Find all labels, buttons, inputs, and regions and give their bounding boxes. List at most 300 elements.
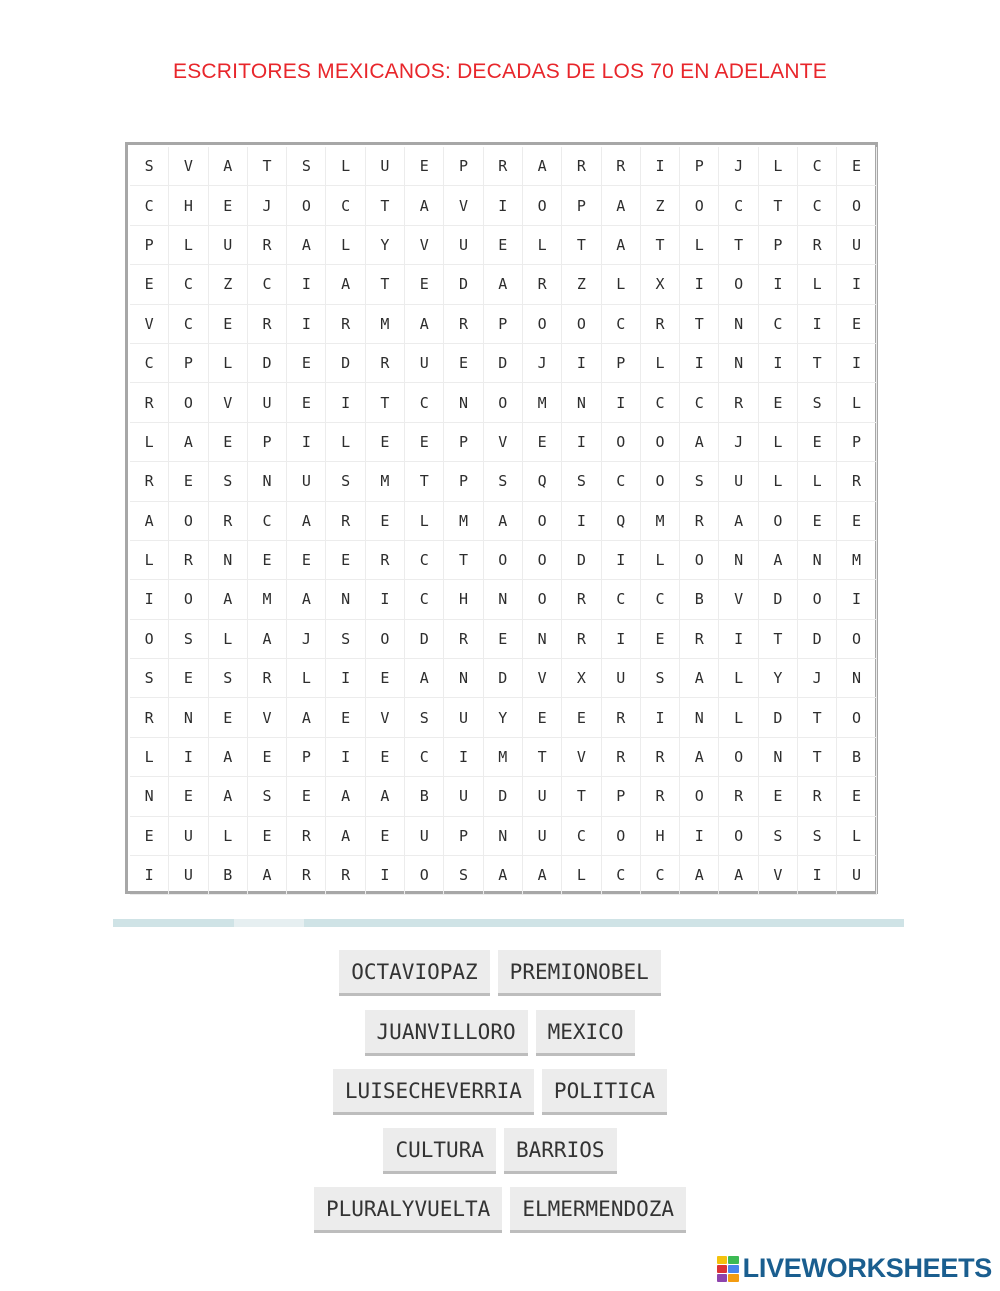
grid-cell[interactable]: L [837, 383, 876, 422]
grid-cell[interactable]: V [523, 659, 562, 698]
grid-cell[interactable]: I [287, 305, 326, 344]
grid-cell[interactable]: P [444, 462, 483, 501]
grid-cell[interactable]: R [130, 698, 169, 737]
grid-cell[interactable]: D [405, 620, 444, 659]
grid-cell[interactable]: R [366, 541, 405, 580]
grid-cell[interactable]: Y [484, 698, 523, 737]
grid-cell[interactable]: A [248, 856, 287, 895]
grid-cell[interactable]: A [602, 226, 641, 265]
grid-cell[interactable]: T [444, 541, 483, 580]
grid-cell[interactable]: O [130, 620, 169, 659]
grid-cell[interactable]: A [405, 305, 444, 344]
grid-cell[interactable]: A [680, 423, 719, 462]
grid-cell[interactable]: I [641, 147, 680, 186]
grid-cell[interactable]: L [602, 265, 641, 304]
grid-cell[interactable]: A [484, 265, 523, 304]
grid-cell[interactable]: S [444, 856, 483, 895]
grid-cell[interactable]: R [366, 344, 405, 383]
grid-cell[interactable]: O [680, 541, 719, 580]
grid-cell[interactable]: J [719, 147, 758, 186]
grid-cell[interactable]: P [444, 817, 483, 856]
grid-cell[interactable]: A [169, 423, 208, 462]
grid-cell[interactable]: R [602, 698, 641, 737]
grid-cell[interactable]: U [444, 777, 483, 816]
grid-cell[interactable]: D [484, 659, 523, 698]
grid-cell[interactable]: E [366, 817, 405, 856]
grid-cell[interactable]: I [562, 344, 601, 383]
grid-cell[interactable]: V [405, 226, 444, 265]
grid-cell[interactable]: A [326, 817, 365, 856]
grid-cell[interactable]: U [837, 856, 876, 895]
grid-cell[interactable]: P [759, 226, 798, 265]
grid-cell[interactable]: R [680, 502, 719, 541]
grid-cell[interactable]: E [209, 305, 248, 344]
grid-cell[interactable]: R [248, 659, 287, 698]
grid-cell[interactable]: O [798, 580, 837, 619]
grid-cell[interactable]: V [444, 186, 483, 225]
grid-cell[interactable]: N [248, 462, 287, 501]
grid-cell[interactable]: O [719, 817, 758, 856]
grid-cell[interactable]: A [405, 186, 444, 225]
grid-cell[interactable]: I [837, 265, 876, 304]
grid-cell[interactable]: H [444, 580, 483, 619]
grid-cell[interactable]: A [287, 580, 326, 619]
grid-cell[interactable]: I [169, 738, 208, 777]
grid-cell[interactable]: V [759, 856, 798, 895]
grid-cell[interactable]: I [759, 265, 798, 304]
grid-cell[interactable]: C [130, 344, 169, 383]
grid-cell[interactable]: E [759, 383, 798, 422]
grid-cell[interactable]: I [444, 738, 483, 777]
grid-cell[interactable]: P [484, 305, 523, 344]
grid-cell[interactable]: D [484, 344, 523, 383]
grid-cell[interactable]: I [130, 580, 169, 619]
grid-cell[interactable]: E [837, 502, 876, 541]
grid-cell[interactable]: A [287, 502, 326, 541]
grid-cell[interactable]: E [405, 423, 444, 462]
grid-cell[interactable]: I [641, 698, 680, 737]
grid-cell[interactable]: C [798, 147, 837, 186]
grid-cell[interactable]: R [798, 226, 837, 265]
grid-cell[interactable]: L [641, 541, 680, 580]
grid-cell[interactable]: P [680, 147, 719, 186]
grid-cell[interactable]: Y [366, 226, 405, 265]
grid-cell[interactable]: P [444, 147, 483, 186]
grid-cell[interactable]: E [484, 620, 523, 659]
grid-cell[interactable]: O [602, 423, 641, 462]
grid-cell[interactable]: R [326, 856, 365, 895]
grid-cell[interactable]: T [248, 147, 287, 186]
grid-cell[interactable]: U [287, 462, 326, 501]
grid-cell[interactable]: E [641, 620, 680, 659]
grid-cell[interactable]: S [798, 817, 837, 856]
grid-cell[interactable]: I [326, 659, 365, 698]
grid-cell[interactable]: C [680, 383, 719, 422]
grid-cell[interactable]: X [641, 265, 680, 304]
grid-cell[interactable]: L [209, 817, 248, 856]
grid-cell[interactable]: N [719, 305, 758, 344]
grid-cell[interactable]: N [326, 580, 365, 619]
grid-cell[interactable]: N [444, 383, 483, 422]
grid-cell[interactable]: D [562, 541, 601, 580]
grid-cell[interactable]: S [641, 659, 680, 698]
grid-cell[interactable]: N [209, 541, 248, 580]
grid-cell[interactable]: A [719, 502, 758, 541]
grid-cell[interactable]: L [562, 856, 601, 895]
grid-cell[interactable]: O [837, 620, 876, 659]
grid-cell[interactable]: A [209, 147, 248, 186]
grid-cell[interactable]: E [209, 423, 248, 462]
grid-cell[interactable]: C [641, 580, 680, 619]
grid-cell[interactable]: R [641, 777, 680, 816]
grid-cell[interactable]: A [523, 856, 562, 895]
grid-cell[interactable]: E [326, 698, 365, 737]
grid-cell[interactable]: O [837, 186, 876, 225]
grid-cell[interactable]: Z [641, 186, 680, 225]
grid-cell[interactable]: N [562, 383, 601, 422]
grid-cell[interactable]: O [602, 817, 641, 856]
grid-cell[interactable]: U [248, 383, 287, 422]
grid-cell[interactable]: O [523, 186, 562, 225]
grid-cell[interactable]: S [326, 462, 365, 501]
grid-cell[interactable]: R [837, 462, 876, 501]
grid-cell[interactable]: R [130, 462, 169, 501]
grid-cell[interactable]: Z [562, 265, 601, 304]
grid-cell[interactable]: B [209, 856, 248, 895]
grid-cell[interactable]: I [680, 265, 719, 304]
grid-cell[interactable]: L [837, 817, 876, 856]
grid-cell[interactable]: B [680, 580, 719, 619]
grid-cell[interactable]: A [287, 698, 326, 737]
grid-cell[interactable]: P [248, 423, 287, 462]
grid-cell[interactable]: C [405, 738, 444, 777]
grid-cell[interactable]: C [130, 186, 169, 225]
grid-cell[interactable]: M [248, 580, 287, 619]
grid-cell[interactable]: E [366, 423, 405, 462]
grid-cell[interactable]: T [366, 186, 405, 225]
grid-cell[interactable]: M [366, 305, 405, 344]
grid-cell[interactable]: C [405, 580, 444, 619]
grid-cell[interactable]: O [523, 305, 562, 344]
grid-cell[interactable]: N [680, 698, 719, 737]
grid-cell[interactable]: P [444, 423, 483, 462]
grid-cell[interactable]: O [759, 502, 798, 541]
grid-cell[interactable]: C [405, 541, 444, 580]
grid-cell[interactable]: E [405, 265, 444, 304]
grid-cell[interactable]: O [523, 580, 562, 619]
grid-cell[interactable]: E [169, 462, 208, 501]
grid-cell[interactable]: E [209, 698, 248, 737]
grid-cell[interactable]: L [759, 147, 798, 186]
grid-cell[interactable]: J [719, 423, 758, 462]
grid-cell[interactable]: A [326, 777, 365, 816]
liveworksheets-logo[interactable] [717, 1253, 992, 1284]
grid-cell[interactable]: O [484, 541, 523, 580]
grid-cell[interactable]: J [798, 659, 837, 698]
grid-cell[interactable]: I [287, 423, 326, 462]
grid-cell[interactable]: I [326, 738, 365, 777]
grid-cell[interactable]: D [484, 777, 523, 816]
grid-cell[interactable]: I [130, 856, 169, 895]
grid-cell[interactable]: C [248, 502, 287, 541]
grid-cell[interactable]: S [326, 620, 365, 659]
grid-cell[interactable]: N [759, 738, 798, 777]
grid-cell[interactable]: T [759, 186, 798, 225]
grid-cell[interactable]: I [484, 186, 523, 225]
grid-cell[interactable]: I [798, 305, 837, 344]
grid-cell[interactable]: I [602, 383, 641, 422]
grid-cell[interactable]: C [602, 305, 641, 344]
grid-cell[interactable]: I [562, 423, 601, 462]
grid-cell[interactable]: O [169, 383, 208, 422]
grid-cell[interactable]: H [641, 817, 680, 856]
grid-cell[interactable]: S [209, 462, 248, 501]
grid-cell[interactable]: E [248, 738, 287, 777]
grid-cell[interactable]: V [130, 305, 169, 344]
grid-cell[interactable]: O [680, 186, 719, 225]
grid-cell[interactable]: U [444, 226, 483, 265]
grid-cell[interactable]: I [837, 580, 876, 619]
grid-cell[interactable]: L [405, 502, 444, 541]
grid-cell[interactable]: R [641, 738, 680, 777]
grid-cell[interactable]: R [562, 580, 601, 619]
grid-cell[interactable]: R [444, 305, 483, 344]
grid-cell[interactable]: I [602, 541, 641, 580]
grid-cell[interactable]: R [169, 541, 208, 580]
grid-cell[interactable]: O [641, 423, 680, 462]
grid-cell[interactable]: V [169, 147, 208, 186]
grid-cell[interactable]: L [130, 423, 169, 462]
grid-cell[interactable]: J [248, 186, 287, 225]
grid-cell[interactable]: E [287, 777, 326, 816]
grid-cell[interactable]: E [405, 147, 444, 186]
grid-cell[interactable]: T [798, 698, 837, 737]
grid-cell[interactable]: T [798, 738, 837, 777]
grid-cell[interactable]: D [248, 344, 287, 383]
grid-cell[interactable]: O [169, 502, 208, 541]
grid-cell[interactable]: C [326, 186, 365, 225]
grid-cell[interactable]: R [719, 383, 758, 422]
grid-cell[interactable]: C [602, 856, 641, 895]
grid-cell[interactable]: V [562, 738, 601, 777]
grid-cell[interactable]: S [130, 659, 169, 698]
grid-cell[interactable]: C [602, 580, 641, 619]
grid-cell[interactable]: M [837, 541, 876, 580]
grid-cell[interactable]: L [130, 541, 169, 580]
grid-cell[interactable]: A [248, 620, 287, 659]
grid-cell[interactable]: I [837, 344, 876, 383]
grid-cell[interactable]: L [209, 344, 248, 383]
grid-cell[interactable]: P [287, 738, 326, 777]
grid-cells[interactable] [130, 147, 877, 895]
grid-cell[interactable]: M [523, 383, 562, 422]
grid-cell[interactable]: V [209, 383, 248, 422]
grid-cell[interactable]: R [680, 620, 719, 659]
grid-cell[interactable]: E [130, 265, 169, 304]
grid-cell[interactable]: S [680, 462, 719, 501]
grid-cell[interactable]: P [602, 344, 641, 383]
grid-cell[interactable]: R [523, 265, 562, 304]
grid-cell[interactable]: T [366, 383, 405, 422]
grid-cell[interactable]: C [405, 383, 444, 422]
grid-cell[interactable]: U [523, 777, 562, 816]
grid-cell[interactable]: A [680, 856, 719, 895]
grid-cell[interactable]: A [287, 226, 326, 265]
grid-cell[interactable]: N [719, 344, 758, 383]
grid-cell[interactable]: T [366, 265, 405, 304]
grid-cell[interactable]: I [680, 817, 719, 856]
grid-cell[interactable]: R [562, 147, 601, 186]
grid-cell[interactable]: T [562, 777, 601, 816]
grid-cell[interactable]: U [444, 698, 483, 737]
grid-cell[interactable]: X [562, 659, 601, 698]
grid-cell[interactable]: N [484, 817, 523, 856]
grid-cell[interactable]: T [523, 738, 562, 777]
grid-cell[interactable]: L [287, 659, 326, 698]
grid-cell[interactable]: S [130, 147, 169, 186]
grid-cell[interactable]: J [287, 620, 326, 659]
grid-cell[interactable]: V [248, 698, 287, 737]
grid-cell[interactable]: M [366, 462, 405, 501]
grid-cell[interactable]: Q [523, 462, 562, 501]
grid-cell[interactable]: I [562, 502, 601, 541]
grid-cell[interactable]: O [366, 620, 405, 659]
grid-cell[interactable]: R [248, 305, 287, 344]
grid-cell[interactable]: E [523, 423, 562, 462]
grid-cell[interactable]: B [837, 738, 876, 777]
grid-cell[interactable]: A [209, 777, 248, 816]
grid-cell[interactable]: L [719, 659, 758, 698]
grid-cell[interactable]: N [444, 659, 483, 698]
grid-cell[interactable]: O [523, 541, 562, 580]
grid-cell[interactable]: E [130, 817, 169, 856]
grid-cell[interactable]: E [444, 344, 483, 383]
grid-cell[interactable]: A [209, 580, 248, 619]
grid-cell[interactable]: M [444, 502, 483, 541]
grid-cell[interactable]: A [759, 541, 798, 580]
grid-cell[interactable]: C [798, 186, 837, 225]
grid-cell[interactable]: E [798, 502, 837, 541]
grid-cell[interactable]: I [326, 383, 365, 422]
grid-cell[interactable]: D [759, 580, 798, 619]
grid-cell[interactable]: R [287, 856, 326, 895]
grid-cell[interactable]: C [719, 186, 758, 225]
grid-cell[interactable]: A [405, 659, 444, 698]
grid-cell[interactable]: E [798, 423, 837, 462]
grid-cell[interactable]: D [798, 620, 837, 659]
grid-cell[interactable]: S [484, 462, 523, 501]
grid-cell[interactable]: R [444, 620, 483, 659]
grid-cell[interactable]: O [680, 777, 719, 816]
grid-cell[interactable]: U [366, 147, 405, 186]
grid-cell[interactable]: C [602, 462, 641, 501]
grid-cell[interactable]: O [719, 738, 758, 777]
grid-cell[interactable]: N [169, 698, 208, 737]
grid-cell[interactable]: P [562, 186, 601, 225]
grid-cell[interactable]: R [326, 305, 365, 344]
grid-cell[interactable]: A [680, 738, 719, 777]
grid-cell[interactable]: A [484, 502, 523, 541]
grid-cell[interactable]: E [759, 777, 798, 816]
grid-cell[interactable]: S [209, 659, 248, 698]
grid-cell[interactable]: T [719, 226, 758, 265]
grid-cell[interactable]: A [209, 738, 248, 777]
grid-cell[interactable]: T [759, 620, 798, 659]
grid-cell[interactable]: L [759, 462, 798, 501]
grid-cell[interactable]: R [562, 620, 601, 659]
grid-cell[interactable]: R [287, 817, 326, 856]
grid-cell[interactable]: R [130, 383, 169, 422]
grid-cell[interactable]: U [719, 462, 758, 501]
grid-cell[interactable]: E [366, 738, 405, 777]
grid-cell[interactable]: U [169, 817, 208, 856]
grid-cell[interactable]: E [366, 502, 405, 541]
grid-cell[interactable]: U [602, 659, 641, 698]
grid-cell[interactable]: M [484, 738, 523, 777]
grid-cell[interactable]: U [405, 344, 444, 383]
grid-cell[interactable]: O [287, 186, 326, 225]
grid-cell[interactable]: L [326, 147, 365, 186]
grid-cell[interactable]: O [562, 305, 601, 344]
grid-cell[interactable]: N [798, 541, 837, 580]
grid-cell[interactable]: C [248, 265, 287, 304]
grid-cell[interactable]: D [759, 698, 798, 737]
grid-cell[interactable]: L [798, 265, 837, 304]
grid-cell[interactable]: Q [602, 502, 641, 541]
grid-cell[interactable]: C [641, 856, 680, 895]
grid-cell[interactable]: E [209, 186, 248, 225]
grid-cell[interactable]: U [405, 817, 444, 856]
grid-cell[interactable]: P [837, 423, 876, 462]
grid-cell[interactable]: I [602, 620, 641, 659]
grid-cell[interactable]: A [130, 502, 169, 541]
grid-cell[interactable]: N [523, 620, 562, 659]
grid-cell[interactable]: C [169, 265, 208, 304]
grid-cell[interactable]: H [169, 186, 208, 225]
grid-cell[interactable]: T [680, 305, 719, 344]
grid-cell[interactable]: L [326, 226, 365, 265]
grid-cell[interactable]: R [602, 147, 641, 186]
grid-cell[interactable]: S [405, 698, 444, 737]
grid-cell[interactable]: R [209, 502, 248, 541]
grid-cell[interactable]: O [405, 856, 444, 895]
grid-cell[interactable]: T [405, 462, 444, 501]
grid-cell[interactable]: N [484, 580, 523, 619]
grid-cell[interactable]: E [523, 698, 562, 737]
grid-cell[interactable]: P [602, 777, 641, 816]
grid-cell[interactable]: R [641, 305, 680, 344]
grid-cell[interactable]: L [169, 226, 208, 265]
grid-cell[interactable]: L [209, 620, 248, 659]
grid-cell[interactable]: R [798, 777, 837, 816]
grid-cell[interactable]: U [209, 226, 248, 265]
grid-cell[interactable]: A [366, 777, 405, 816]
grid-cell[interactable]: D [444, 265, 483, 304]
grid-cell[interactable]: L [680, 226, 719, 265]
grid-cell[interactable]: E [837, 147, 876, 186]
grid-cell[interactable]: I [798, 856, 837, 895]
grid-cell[interactable]: L [798, 462, 837, 501]
grid-cell[interactable]: O [523, 502, 562, 541]
grid-cell[interactable]: P [169, 344, 208, 383]
grid-cell[interactable]: E [837, 777, 876, 816]
grid-cell[interactable]: I [366, 580, 405, 619]
grid-cell[interactable]: N [837, 659, 876, 698]
grid-cell[interactable]: Y [759, 659, 798, 698]
grid-cell[interactable]: O [719, 265, 758, 304]
grid-cell[interactable]: R [326, 502, 365, 541]
grid-cell[interactable]: C [759, 305, 798, 344]
